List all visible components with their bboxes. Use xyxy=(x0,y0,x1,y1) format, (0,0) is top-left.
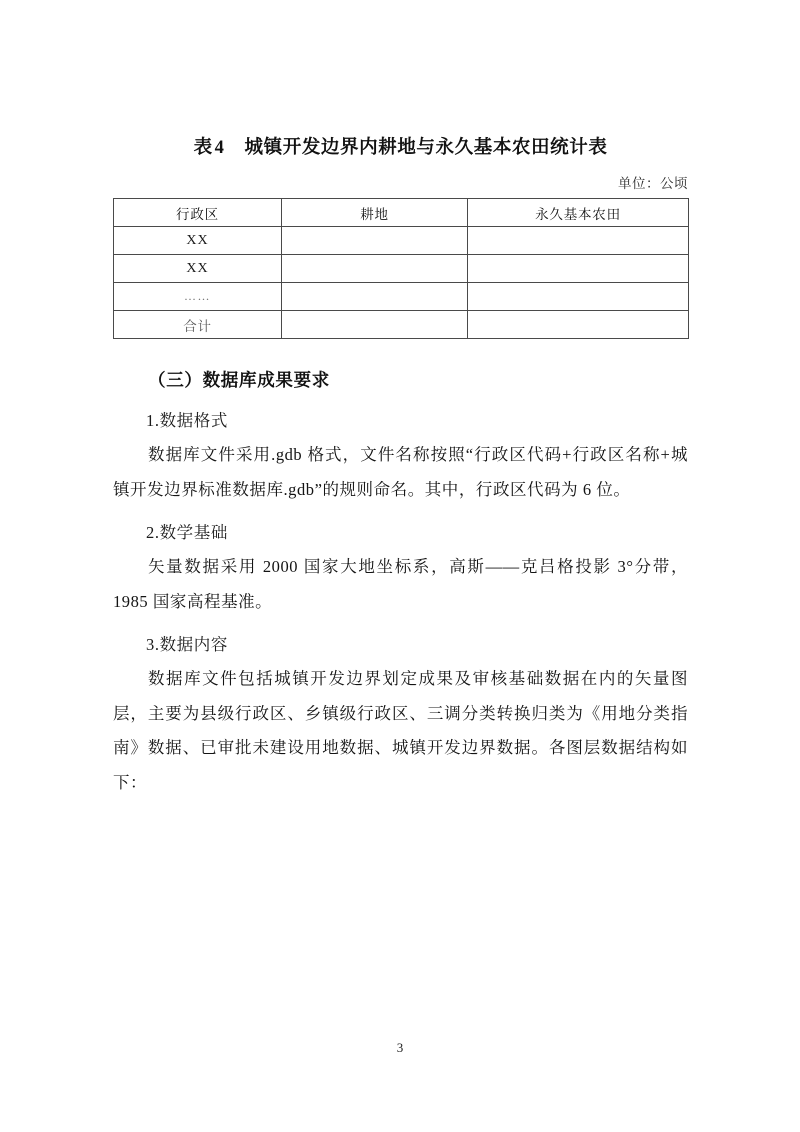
cell-cropland xyxy=(282,255,468,283)
table-unit-note: 单位：公顷 xyxy=(618,176,688,191)
statistics-table xyxy=(113,198,689,339)
table-row xyxy=(114,283,689,311)
table-row xyxy=(114,255,689,283)
cell-region: XX xyxy=(114,255,282,283)
cell-region: …… xyxy=(114,283,282,311)
table-title-number: 4 xyxy=(214,138,225,158)
section-heading: （三）数据库成果要求 xyxy=(148,370,330,390)
cell-cropland-total xyxy=(282,311,468,339)
table-title-prefix: 表 xyxy=(193,138,213,158)
subsection-heading-data-format: 1.数据格式 xyxy=(146,411,228,430)
cell-permanent-farmland xyxy=(468,283,689,311)
cell-cropland xyxy=(282,227,468,255)
paragraph-math-basis: 矢量数据采用 2000 国家大地坐标系，高斯——克吕格投影 3°分带，1985 国家高程基准。 xyxy=(113,557,688,611)
cell-region-total: 合计 xyxy=(114,311,282,339)
cell-cropland xyxy=(282,283,468,311)
column-header-permanent-farmland: 永久基本农田 xyxy=(468,199,689,227)
table-header-row xyxy=(114,199,689,227)
table-title xyxy=(113,133,688,163)
cell-permanent-farmland xyxy=(468,255,689,283)
paragraph-data-content: 数据库文件包括城镇开发边界划定成果及审核基础数据在内的矢量图层，主要为县级行政区、乡镇级行政区、三调分类转换归类为《用地分类指南》数据、已审批未建设用地数据、城镇开发边界数据。各图层数据结构如下： xyxy=(113,669,688,792)
subsection-heading-math-basis: 2.数学基础 xyxy=(146,523,228,542)
table-row xyxy=(114,227,689,255)
table-title-text: 城镇开发边界内耕地与永久基本农田统计表 xyxy=(244,138,608,158)
subsection-heading-data-content: 3.数据内容 xyxy=(146,635,228,654)
table-total-row xyxy=(114,311,689,339)
paragraph-data-format: 数据库文件采用.gdb 格式，文件名称按照“行政区代码+行政区名称+城镇开发边界标准数据库.gdb”的规则命名。其中，行政区代码为 6 位。 xyxy=(113,445,688,499)
column-header-cropland: 耕地 xyxy=(282,199,468,227)
cell-region: XX xyxy=(114,227,282,255)
page-number: 3 xyxy=(396,1040,404,1055)
cell-permanent-farmland-total xyxy=(468,311,689,339)
cell-permanent-farmland xyxy=(468,227,689,255)
column-header-region: 行政区 xyxy=(114,199,282,227)
page-content xyxy=(113,0,688,800)
